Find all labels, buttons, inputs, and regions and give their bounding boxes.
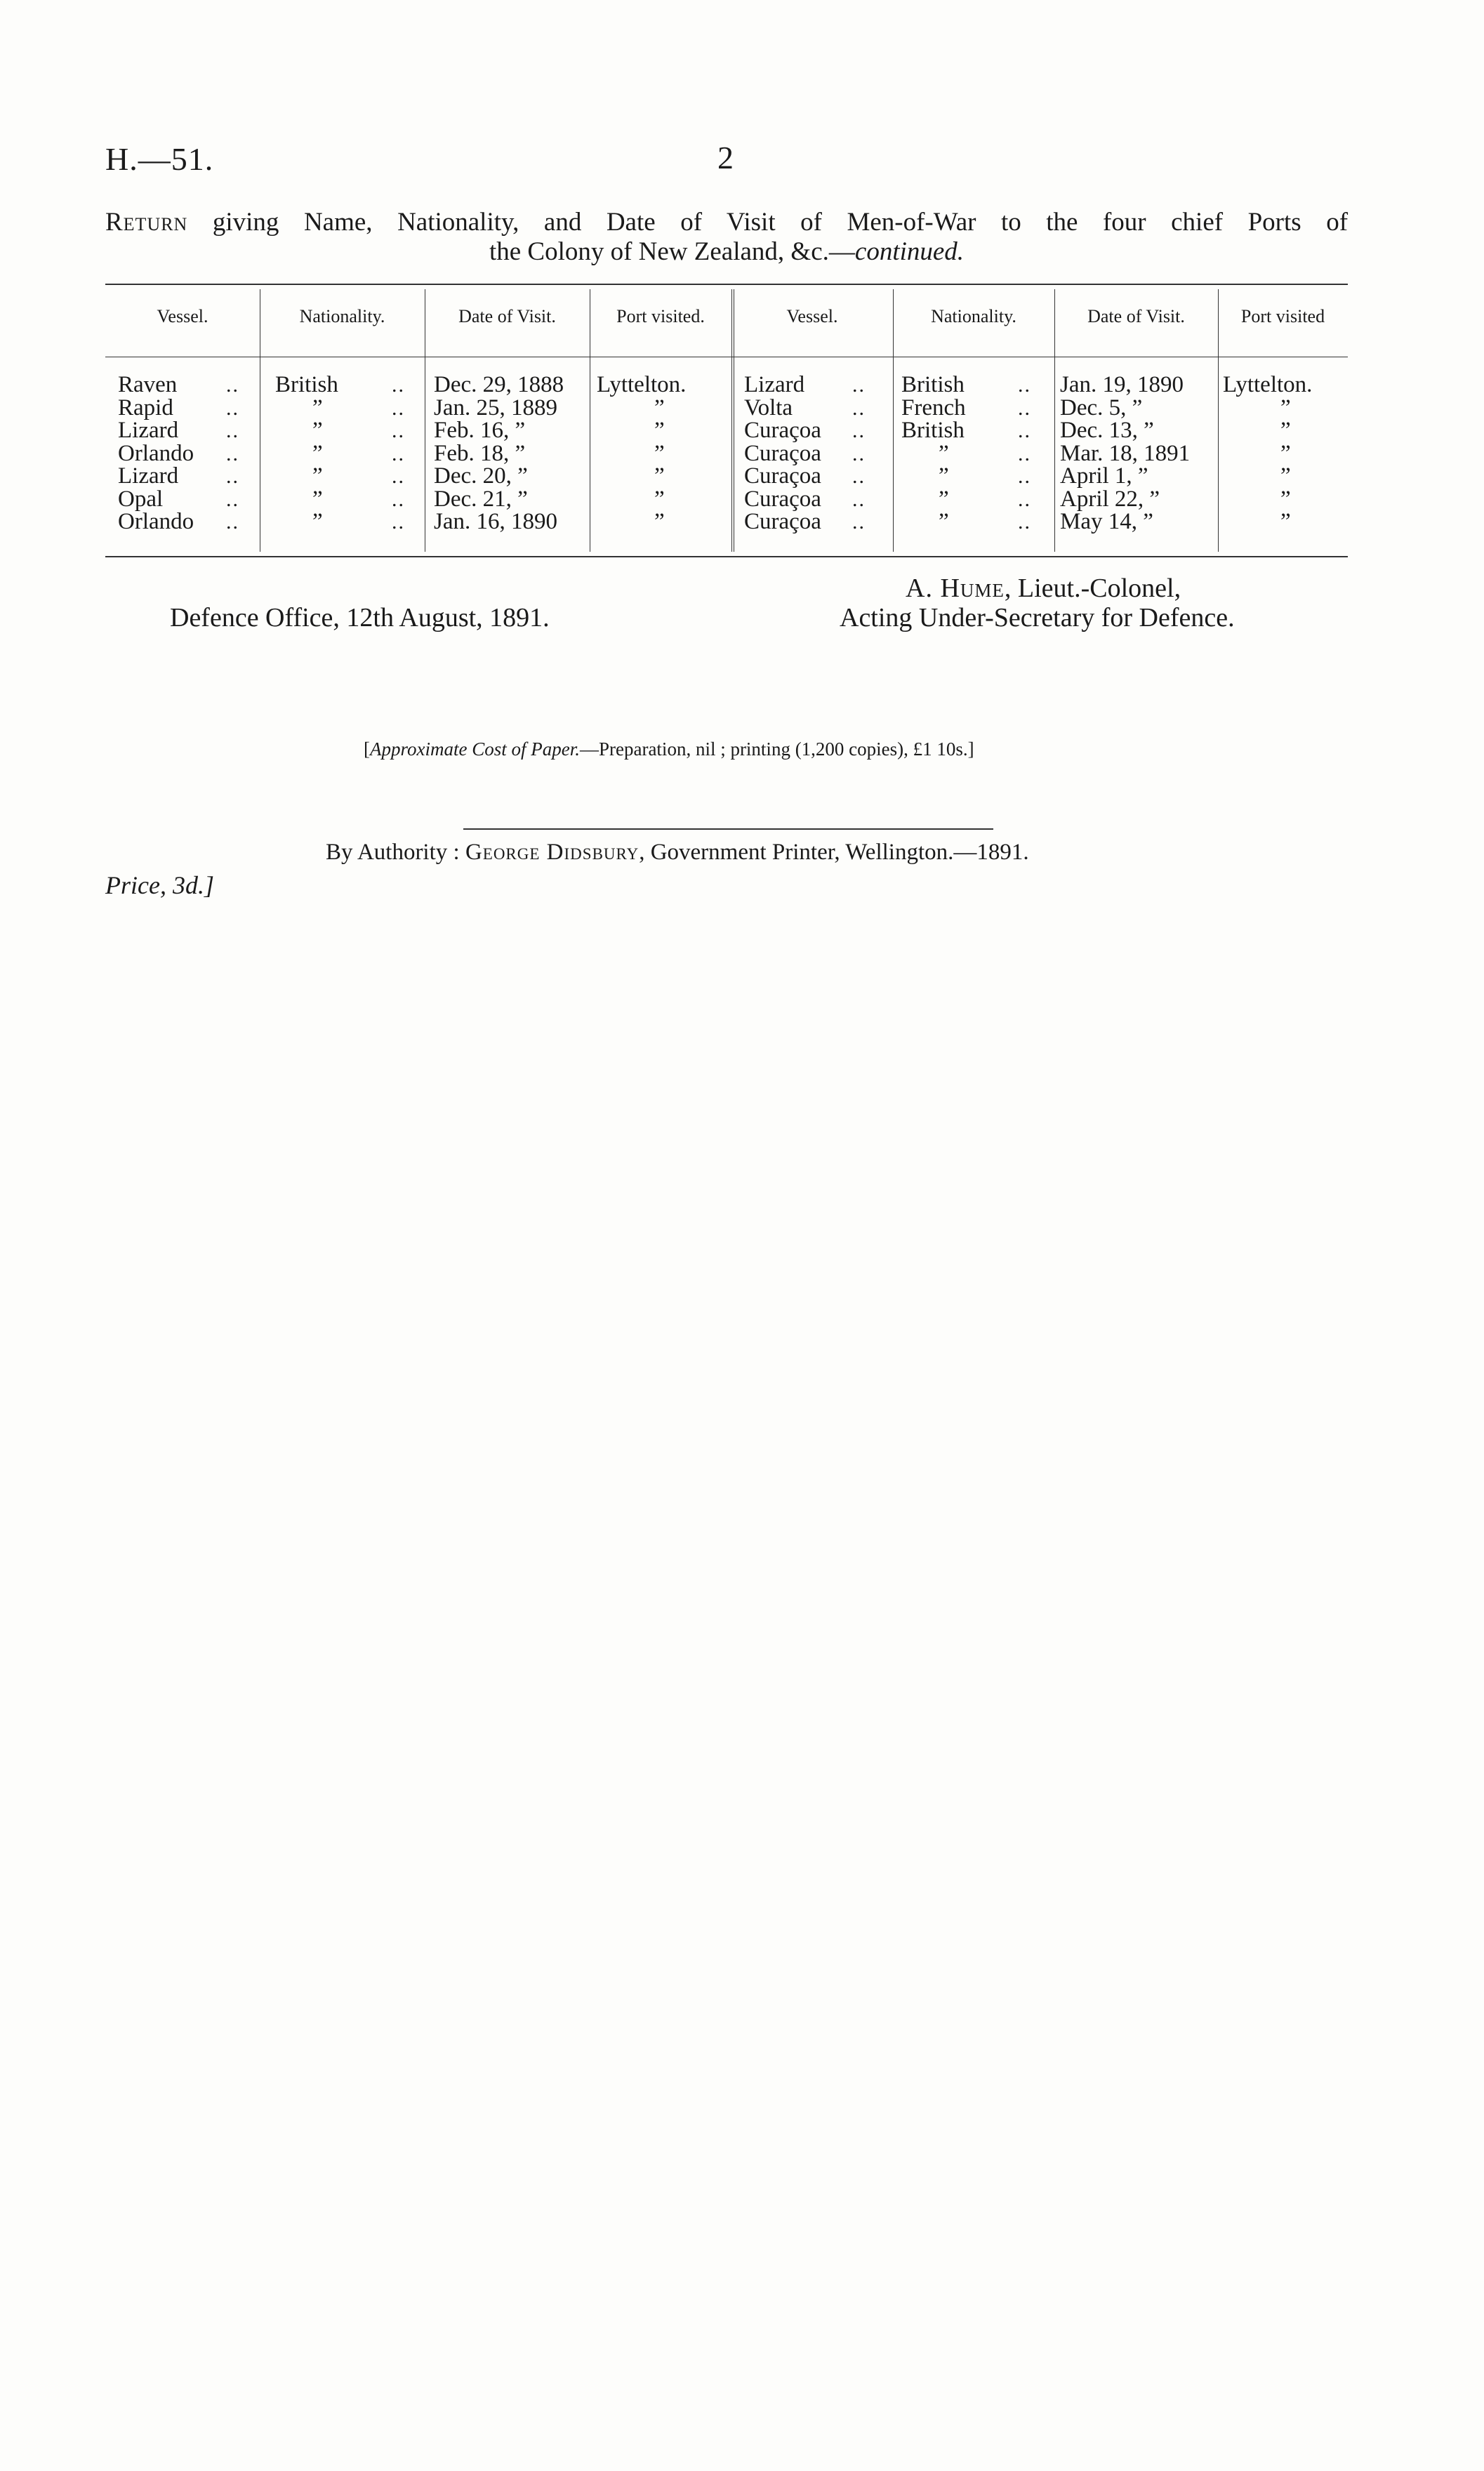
printer-name: George Didsbury	[465, 840, 640, 865]
leader-dots: ..	[392, 510, 405, 534]
leader-dots: ..	[852, 396, 866, 420]
table-bottom-rule	[105, 556, 1348, 557]
leader-dots: ..	[1018, 373, 1031, 397]
printer-rule	[463, 828, 993, 830]
vessel-name: Curaçoa	[744, 418, 821, 443]
port-visited: ”	[1280, 486, 1291, 512]
leader-dots: ..	[226, 465, 239, 488]
vessel-name: Curaçoa	[744, 440, 821, 466]
port-visited: Lyttelton.	[597, 372, 687, 397]
nationality: ”	[312, 418, 323, 443]
leader-dots: ..	[1018, 510, 1031, 534]
signatory	[906, 573, 1181, 604]
vessel-name: Curaçoa	[744, 509, 821, 534]
document-code: H.—51.	[105, 141, 214, 177]
visit-date: April 22, ”	[1060, 486, 1160, 512]
printer-authority: By Authority : George Didsbury, Government Printer, Wellington.—1891.	[326, 840, 1029, 865]
visit-date: Jan. 19, 1890	[1060, 372, 1184, 397]
leader-dots: ..	[226, 373, 239, 397]
document-title	[105, 208, 1348, 267]
port-visited: ”	[1280, 395, 1291, 420]
visit-date: April 1, ”	[1060, 463, 1148, 489]
visit-date: Feb. 18, ”	[434, 440, 526, 466]
port-visited: ”	[1280, 463, 1291, 489]
column-header: Date of Visit.	[458, 306, 556, 326]
port-visited: ”	[654, 418, 665, 443]
nationality: ”	[939, 509, 949, 534]
vessel-name: Lizard	[118, 463, 179, 489]
visit-date: Jan. 16, 1890	[434, 509, 557, 534]
nationality: ”	[312, 440, 323, 466]
leader-dots: ..	[852, 442, 866, 465]
nationality: British	[275, 372, 338, 397]
leader-dots: ..	[392, 373, 405, 397]
leader-dots: ..	[226, 487, 239, 511]
visit-date: Dec. 29, 1888	[434, 372, 564, 397]
visit-date: Dec. 20, ”	[434, 463, 528, 489]
nationality: ”	[312, 509, 323, 534]
leader-dots: ..	[226, 442, 239, 465]
visit-date: Mar. 18, 1891	[1060, 440, 1191, 466]
nationality: ”	[939, 440, 949, 466]
leader-dots: ..	[1018, 396, 1031, 420]
port-visited: ”	[1280, 509, 1291, 534]
leader-dots: ..	[392, 465, 405, 488]
vessel-name: Orlando	[118, 509, 194, 534]
leader-dots: ..	[852, 373, 866, 397]
column-header: Nationality.	[299, 306, 385, 326]
nationality: British	[901, 372, 965, 397]
column-divider	[1218, 289, 1219, 552]
vessel-name: Lizard	[744, 372, 805, 397]
visit-date: Jan. 25, 1889	[434, 395, 557, 420]
cost-note: [Approximate Cost of Paper.—Preparation, nil ; printing (1,200 copies), £1 10s.]	[364, 738, 974, 760]
leader-dots: ..	[226, 396, 239, 420]
port-visited: ”	[654, 463, 665, 489]
signatory-title: Acting Under-Secretary for Defence.	[840, 603, 1235, 632]
port-visited: ”	[1280, 440, 1291, 466]
nationality: British	[901, 418, 965, 443]
visit-date: Dec. 5, ”	[1060, 395, 1143, 420]
leader-dots: ..	[852, 510, 866, 534]
cost-detail: —Preparation, nil ; printing (1,200 copies), £1 10s.]	[579, 738, 974, 760]
vessel-name: Opal	[118, 486, 164, 512]
defence-office-date: Defence Office, 12th August, 1891.	[170, 603, 550, 632]
vessel-name: Orlando	[118, 440, 194, 466]
column-divider	[731, 289, 734, 552]
vessel-name: Lizard	[118, 418, 179, 443]
signatory-rank: , Lieut.-Colonel,	[1004, 574, 1181, 603]
leader-dots: ..	[852, 487, 866, 511]
column-header: Vessel.	[786, 306, 838, 326]
title-lead: Return	[105, 208, 188, 237]
visit-date: Dec. 21, ”	[434, 486, 528, 512]
vessel-name: Rapid	[118, 395, 173, 420]
port-visited: ”	[654, 486, 665, 512]
nationality: ”	[312, 486, 323, 512]
title-line1: giving Name, Nationality, and Date of Visit of Men-of-War to the four chief Ports of	[212, 208, 1349, 237]
column-header: Port visited	[1240, 306, 1325, 326]
vessel-name: Volta	[744, 395, 793, 420]
leader-dots: ..	[392, 487, 405, 511]
title-line2: the Colony of New Zealand, &c.—	[489, 237, 855, 266]
nationality: ”	[312, 395, 323, 420]
leader-dots: ..	[852, 419, 866, 442]
visits-table	[105, 284, 1348, 559]
vessel-name: Curaçoa	[744, 463, 821, 489]
leader-dots: ..	[1018, 487, 1031, 511]
column-header: Vessel.	[157, 306, 208, 326]
nationality: ”	[939, 463, 949, 489]
price: Price, 3d.]	[105, 871, 214, 899]
nationality: French	[901, 395, 966, 420]
leader-dots: ..	[1018, 465, 1031, 488]
column-header: Nationality.	[931, 306, 1016, 326]
column-divider	[893, 289, 894, 552]
cost-label: Approximate Cost of Paper.	[370, 738, 580, 760]
leader-dots: ..	[392, 419, 405, 442]
column-header: Date of Visit.	[1087, 306, 1185, 326]
leader-dots: ..	[852, 465, 866, 488]
leader-dots: ..	[1018, 442, 1031, 465]
nationality: ”	[312, 463, 323, 489]
port-visited: ”	[654, 395, 665, 420]
port-visited: ”	[654, 509, 665, 534]
column-header: Port visited.	[616, 306, 705, 326]
title-continued: continued.	[854, 237, 965, 266]
visit-date: May 14, ”	[1060, 509, 1153, 534]
port-visited: ”	[1280, 418, 1291, 443]
leader-dots: ..	[226, 419, 239, 442]
port-visited: Lyttelton.	[1223, 372, 1313, 397]
signatory-name: A. Hume	[906, 574, 1005, 603]
leader-dots: ..	[1018, 419, 1031, 442]
column-divider	[1054, 289, 1055, 552]
leader-dots: ..	[392, 396, 405, 420]
vessel-name: Curaçoa	[744, 486, 821, 512]
leader-dots: ..	[226, 510, 239, 534]
vessel-name: Raven	[118, 372, 178, 397]
nationality: ”	[939, 486, 949, 512]
visit-date: Feb. 16, ”	[434, 418, 526, 443]
port-visited: ”	[654, 440, 665, 466]
visit-date: Dec. 13, ”	[1060, 418, 1154, 443]
page-number: 2	[717, 140, 734, 175]
table-top-rule	[105, 284, 1348, 285]
leader-dots: ..	[392, 442, 405, 465]
